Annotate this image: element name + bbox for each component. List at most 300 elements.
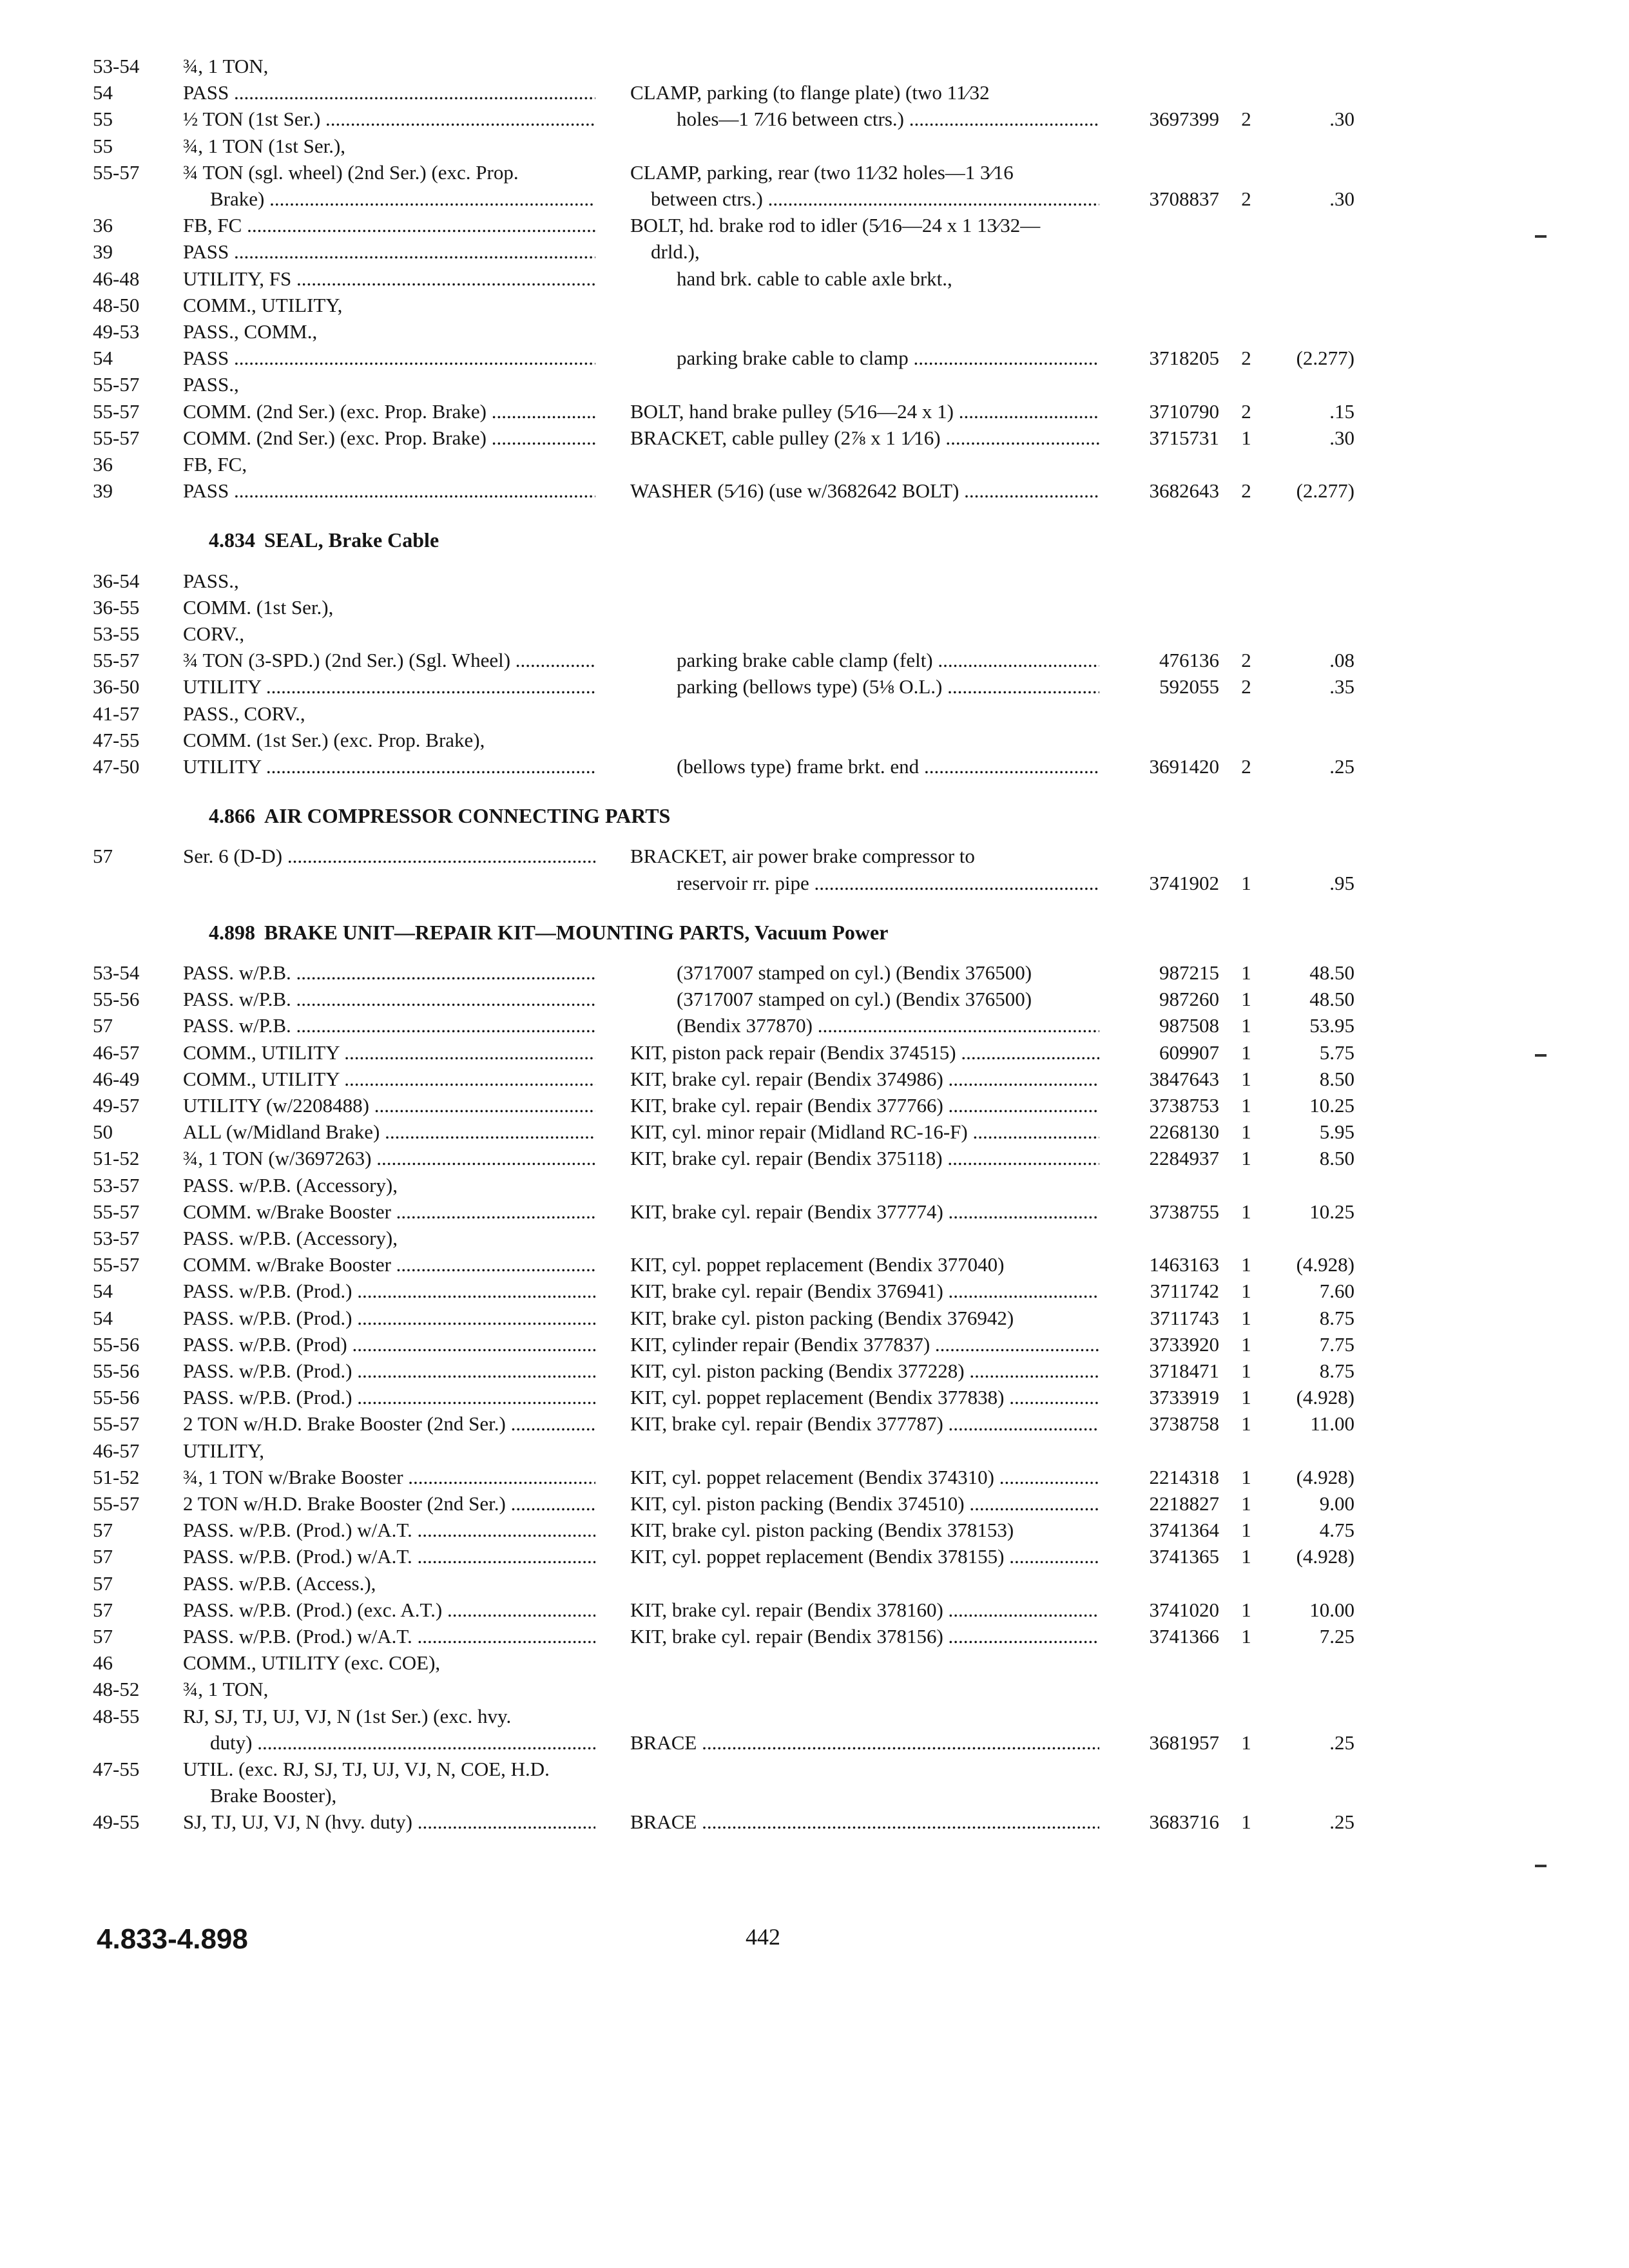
model-years: 46-49: [93, 1067, 140, 1090]
model-application: PASS. w/P.B. (Prod.) .....: [183, 1358, 595, 1385]
model-application: FB, FC,: [183, 453, 247, 476]
quantity: 1: [1241, 1519, 1251, 1542]
price: 11.00: [1310, 1412, 1354, 1436]
price: 10.25: [1309, 1094, 1354, 1117]
part-description: BRACKET, air power brake compressor to: [630, 845, 975, 868]
part-description: KIT, piston pack repair (Bendix 374515) .....: [630, 1039, 1099, 1066]
part-number: 3741020: [1149, 1598, 1219, 1621]
part-description: KIT, brake cyl. repair (Bendix 378156) .....: [630, 1623, 1099, 1650]
model-years: 53-57: [93, 1227, 140, 1249]
model-years: 55: [93, 108, 113, 131]
model-application: FB, FC .....: [183, 212, 595, 239]
price: 5.95: [1319, 1120, 1354, 1144]
part-description: KIT, cyl. poppet replacement (Bendix 377040): [630, 1253, 1005, 1276]
parts-row: [0, 1437, 1629, 1465]
quantity: 2: [1241, 347, 1251, 370]
model-years: 53-55: [93, 622, 140, 645]
parts-row: [0, 1703, 1629, 1730]
part-description: KIT, brake cyl. piston packing (Bendix 376942): [630, 1306, 1014, 1329]
model-application: COMM., UTILITY .....: [183, 1039, 595, 1066]
model-application: ¾ TON (3-SPD.) (2nd Ser.) (Sgl. Wheel) .....: [183, 647, 595, 674]
price: .30: [1329, 187, 1354, 210]
part-description: parking (bellows type) (5⅛ O.L.) .....: [677, 673, 1099, 700]
parts-row: [0, 425, 1629, 452]
model-application: ¾ TON (sgl. wheel) (2nd Ser.) (exc. Prop.: [183, 160, 519, 184]
quantity: 1: [1241, 1253, 1251, 1276]
parts-row: [0, 1066, 1629, 1093]
model-years: 55-57: [93, 399, 140, 423]
part-number: 3710790: [1149, 399, 1219, 423]
part-description: WASHER (5⁄16) (use w/3682642 BOLT) .....: [630, 477, 1099, 505]
model-years: 53-54: [93, 55, 140, 77]
part-description: BRACE .....: [630, 1809, 1099, 1836]
parts-row: [0, 1251, 1629, 1278]
model-years: 55-57: [93, 1200, 140, 1223]
section-header: [209, 919, 888, 946]
model-years: 39: [93, 240, 113, 264]
parts-row: [0, 1649, 1629, 1677]
part-number: 987215: [1159, 961, 1219, 984]
parts-row: [0, 870, 1629, 897]
model-years: 55-57: [93, 1412, 140, 1436]
model-application: PASS. w/P.B. (Prod.) .....: [183, 1305, 595, 1332]
parts-row: [0, 451, 1629, 478]
part-number: 3691420: [1149, 755, 1219, 778]
price: 48.50: [1309, 961, 1354, 984]
model-application: PASS .....: [183, 477, 595, 505]
part-number: 3681957: [1149, 1731, 1219, 1754]
price: 7.75: [1319, 1332, 1354, 1356]
model-years: 54: [93, 1280, 113, 1303]
model-application: 2 TON w/H.D. Brake Booster (2nd Ser.) .....: [183, 1490, 595, 1517]
model-years: 53-54: [93, 961, 140, 984]
model-application: UTILITY,: [183, 1439, 264, 1462]
model-years: 55: [93, 134, 113, 157]
model-application: ¾, 1 TON (1st Ser.),: [183, 134, 346, 157]
part-description: KIT, brake cyl. repair (Bendix 376941) .....: [630, 1278, 1099, 1305]
model-application: ¾, 1 TON,: [183, 55, 269, 77]
model-application: PASS.,: [183, 569, 239, 592]
section-title: SEAL, Brake Cable: [264, 528, 439, 552]
part-description: KIT, cyl. minor repair (Midland RC-16-F) .....: [630, 1119, 1099, 1146]
part-number: 3847643: [1149, 1067, 1219, 1090]
parts-row: [0, 1278, 1629, 1305]
model-application: COMM. (2nd Ser.) (exc. Prop. Brake) .....: [183, 425, 595, 452]
part-number: 592055: [1159, 675, 1219, 698]
parts-row: [0, 1543, 1629, 1570]
model-years: 55-57: [93, 649, 140, 672]
section-header: [209, 526, 439, 553]
model-years: 48-52: [93, 1678, 140, 1701]
quantity: 1: [1241, 1041, 1251, 1064]
price: .25: [1329, 755, 1354, 778]
part-description: CLAMP, parking (to flange plate) (two 11⁄32: [630, 81, 990, 104]
price: (2.277): [1296, 479, 1354, 503]
parts-row: [0, 318, 1629, 345]
part-number: 2284937: [1149, 1147, 1219, 1170]
parts-row: [0, 1676, 1629, 1703]
part-number: 3741902: [1149, 871, 1219, 894]
parts-row: [0, 1809, 1629, 1836]
part-number: 3738758: [1149, 1412, 1219, 1436]
model-application: UTILITY (w/2208488) .....: [183, 1092, 595, 1119]
parts-row: [0, 620, 1629, 648]
model-years: 55-57: [93, 373, 140, 396]
quantity: 1: [1241, 1811, 1251, 1834]
part-description: hand brk. cable to cable axle brkt.,: [677, 267, 952, 290]
model-years: 49-55: [93, 1811, 140, 1834]
quantity: 1: [1241, 1545, 1251, 1568]
model-application: UTILITY .....: [183, 753, 595, 780]
model-application: PASS. w/P.B. (Prod.) w/A.T. .....: [183, 1517, 595, 1544]
price: .08: [1329, 649, 1354, 672]
model-years: 36: [93, 214, 113, 237]
parts-row: [0, 1358, 1629, 1385]
parts-row: [0, 1756, 1629, 1783]
parts-row: [0, 568, 1629, 595]
model-years: 57: [93, 845, 113, 868]
quantity: 1: [1241, 1360, 1251, 1382]
model-application: PASS., CORV.,: [183, 702, 305, 725]
quantity: 2: [1241, 649, 1251, 672]
quantity: 2: [1241, 108, 1251, 131]
model-years: 36-54: [93, 569, 140, 592]
part-number: 2268130: [1149, 1120, 1219, 1144]
quantity: 1: [1241, 1625, 1251, 1648]
parts-row: [0, 1092, 1629, 1119]
quantity: 2: [1241, 675, 1251, 698]
parts-row: [0, 1119, 1629, 1146]
parts-row: [0, 477, 1629, 505]
footer-page-number: 442: [746, 1924, 780, 1950]
model-years: 46-57: [93, 1439, 140, 1462]
footer-section-range: 4.833-4.898: [97, 1923, 248, 1955]
price: 53.95: [1309, 1014, 1354, 1037]
model-years: 41-57: [93, 702, 140, 725]
quantity: 1: [1241, 1731, 1251, 1754]
part-description: (bellows type) frame brkt. end .....: [677, 753, 1099, 780]
price: .95: [1329, 871, 1354, 894]
model-application: COMM. (1st Ser.) (exc. Prop. Brake),: [183, 728, 485, 751]
parts-row: [0, 1464, 1629, 1491]
quantity: 2: [1241, 399, 1251, 423]
model-application: UTIL. (exc. RJ, SJ, TJ, UJ, VJ, N, COE, H.D.: [183, 1758, 550, 1780]
parts-row: [0, 1039, 1629, 1066]
price: (4.928): [1296, 1465, 1354, 1488]
model-years: 51-52: [93, 1147, 140, 1170]
part-description: KIT, brake cyl. piston packing (Bendix 378153): [630, 1519, 1014, 1542]
price: 10.25: [1309, 1200, 1354, 1223]
model-years: 49-53: [93, 320, 140, 343]
price: (2.277): [1296, 347, 1354, 370]
model-years: 54: [93, 1306, 113, 1329]
model-application: Brake) .....: [210, 186, 595, 213]
parts-row: [0, 398, 1629, 425]
quantity: 1: [1241, 1598, 1251, 1621]
parts-row: [0, 1305, 1629, 1332]
parts-row: [0, 959, 1629, 986]
model-years: 55-57: [93, 426, 140, 449]
model-years: 54: [93, 81, 113, 104]
model-years: 47-55: [93, 728, 140, 751]
section-header: [209, 802, 670, 829]
part-number: 2218827: [1149, 1492, 1219, 1515]
quantity: 1: [1241, 961, 1251, 984]
model-years: 55-57: [93, 1492, 140, 1515]
price: .30: [1329, 108, 1354, 131]
model-application: Brake Booster),: [210, 1784, 337, 1807]
model-years: 36-55: [93, 595, 140, 619]
model-years: 57: [93, 1519, 113, 1542]
model-application: COMM., UTILITY,: [183, 293, 343, 316]
parts-row: [0, 238, 1629, 265]
parts-row: [0, 1623, 1629, 1650]
part-description: KIT, cyl. poppet relacement (Bendix 374310) .....: [630, 1464, 1099, 1491]
part-number: 3715731: [1149, 426, 1219, 449]
model-application: RJ, SJ, TJ, UJ, VJ, N (1st Ser.) (exc. hvy.: [183, 1704, 512, 1727]
parts-row: [0, 133, 1629, 160]
part-number: 987508: [1159, 1014, 1219, 1037]
parts-row: [0, 727, 1629, 754]
model-application: PASS. w/P.B. (Accessory),: [183, 1173, 398, 1196]
part-number: 3738755: [1149, 1200, 1219, 1223]
part-description: KIT, cylinder repair (Bendix 377837) .....: [630, 1331, 1099, 1358]
price: .15: [1329, 399, 1354, 423]
parts-row: [0, 53, 1629, 80]
quantity: 1: [1241, 1332, 1251, 1356]
model-application: PASS. w/P.B. (Prod) .....: [183, 1331, 595, 1358]
quantity: 1: [1241, 1306, 1251, 1329]
part-description: KIT, brake cyl. repair (Bendix 377766) .....: [630, 1092, 1099, 1119]
parts-row: [0, 79, 1629, 106]
parts-row: [0, 986, 1629, 1013]
price: (4.928): [1296, 1545, 1354, 1568]
section-number: 4.898: [209, 920, 255, 944]
model-application: PASS., COMM.,: [183, 320, 318, 343]
quantity: 1: [1241, 1200, 1251, 1223]
part-description: KIT, brake cyl. repair (Bendix 377787) .....: [630, 1410, 1099, 1437]
model-years: 53-57: [93, 1173, 140, 1196]
model-years: 57: [93, 1014, 113, 1037]
price: .30: [1329, 426, 1354, 449]
price: .35: [1329, 675, 1354, 698]
model-application: COMM. (2nd Ser.) (exc. Prop. Brake) .....: [183, 398, 595, 425]
model-application: COMM. w/Brake Booster .....: [183, 1251, 595, 1278]
model-years: 55-56: [93, 1360, 140, 1382]
model-years: 51-52: [93, 1465, 140, 1488]
part-number: 3738753: [1149, 1094, 1219, 1117]
part-number: 1463163: [1149, 1253, 1219, 1276]
model-years: 47-55: [93, 1758, 140, 1780]
model-years: 36: [93, 453, 113, 476]
model-application: COMM., UTILITY .....: [183, 1066, 595, 1093]
model-application: ½ TON (1st Ser.) .....: [183, 106, 595, 133]
quantity: 1: [1241, 426, 1251, 449]
price: 7.60: [1319, 1280, 1354, 1303]
model-application: ¾, 1 TON,: [183, 1678, 269, 1701]
model-years: 46-48: [93, 267, 140, 290]
parts-row: [0, 673, 1629, 700]
parts-row: [0, 106, 1629, 133]
section-title: BRAKE UNIT—REPAIR KIT—MOUNTING PARTS, Vacuum Power: [264, 920, 889, 944]
parts-row: [0, 1331, 1629, 1358]
part-number: 3733920: [1149, 1332, 1219, 1356]
part-number: 3741364: [1149, 1519, 1219, 1542]
model-application: Ser. 6 (D-D) .....: [183, 843, 595, 870]
model-application: UTILITY .....: [183, 673, 595, 700]
model-application: PASS. w/P.B. (Prod.) w/A.T. .....: [183, 1543, 595, 1570]
section-number: 4.834: [209, 528, 255, 552]
price: 8.75: [1319, 1360, 1354, 1382]
model-years: 57: [93, 1545, 113, 1568]
quantity: 1: [1241, 988, 1251, 1011]
parts-row: [0, 1145, 1629, 1172]
price: .25: [1329, 1811, 1354, 1834]
model-years: 46: [93, 1651, 113, 1675]
parts-row: [0, 1570, 1629, 1597]
parts-row: [0, 647, 1629, 674]
price: 10.00: [1309, 1598, 1354, 1621]
parts-row: [0, 1782, 1629, 1809]
part-description: holes—1 7⁄16 between ctrs.) .....: [677, 106, 1099, 133]
part-number: 3711742: [1150, 1280, 1219, 1303]
model-years: 57: [93, 1598, 113, 1621]
parts-row: [0, 594, 1629, 621]
part-description: KIT, brake cyl. repair (Bendix 378160) .....: [630, 1597, 1099, 1624]
part-description: (Bendix 377870) .....: [677, 1012, 1099, 1039]
model-application: PASS. w/P.B. .....: [183, 959, 595, 986]
parts-row: [0, 159, 1629, 186]
quantity: 1: [1241, 1492, 1251, 1515]
model-application: PASS.,: [183, 373, 239, 396]
price: 4.75: [1319, 1519, 1354, 1542]
parts-row: [0, 212, 1629, 239]
parts-row: [0, 1225, 1629, 1252]
parts-row: [0, 700, 1629, 727]
part-description: parking brake cable clamp (felt) .....: [677, 647, 1099, 674]
price: 5.75: [1319, 1041, 1354, 1064]
model-application: PASS. w/P.B. .....: [183, 986, 595, 1013]
parts-row: [0, 1012, 1629, 1039]
margin-mark: [1535, 1054, 1547, 1057]
model-application: SJ, TJ, UJ, VJ, N (hvy. duty) .....: [183, 1809, 595, 1836]
part-description: KIT, cyl. poppet replacement (Bendix 377838) .....: [630, 1384, 1099, 1411]
quantity: 2: [1241, 479, 1251, 503]
part-description: KIT, cyl. piston packing (Bendix 377228) .....: [630, 1358, 1099, 1385]
model-years: 55-56: [93, 1332, 140, 1356]
quantity: 2: [1241, 755, 1251, 778]
quantity: 1: [1241, 1094, 1251, 1117]
price: (4.928): [1296, 1386, 1354, 1409]
model-years: 54: [93, 347, 113, 370]
model-years: 55-57: [93, 160, 140, 184]
model-application: ¾, 1 TON (w/3697263) .....: [183, 1145, 595, 1172]
parts-row: [0, 1172, 1629, 1199]
part-description: KIT, cyl. poppet replacement (Bendix 378155) .....: [630, 1543, 1099, 1570]
quantity: 1: [1241, 1386, 1251, 1409]
model-years: 55-56: [93, 1386, 140, 1409]
model-years: 57: [93, 1571, 113, 1595]
model-application: PASS. w/P.B. .....: [183, 1012, 595, 1039]
part-number: 609907: [1159, 1041, 1219, 1064]
part-description: BRACKET, cable pulley (2⅞ x 1 1⁄16) .....: [630, 425, 1099, 452]
model-application: duty) .....: [210, 1729, 595, 1756]
parts-row: [0, 843, 1629, 870]
price: 9.00: [1319, 1492, 1354, 1515]
part-number: 3718471: [1149, 1360, 1219, 1382]
price: 8.50: [1319, 1147, 1354, 1170]
model-application: CORV.,: [183, 622, 245, 645]
parts-row: [0, 371, 1629, 398]
part-number: 2214318: [1149, 1465, 1219, 1488]
part-number: 3682643: [1149, 479, 1219, 503]
model-application: PASS. w/P.B. (Prod.) (exc. A.T.) .....: [183, 1597, 595, 1624]
parts-row: [0, 753, 1629, 780]
part-description: BOLT, hd. brake rod to idler (5⁄16—24 x 1 13⁄32—: [630, 214, 1041, 237]
price: .25: [1329, 1731, 1354, 1754]
quantity: 1: [1241, 1465, 1251, 1488]
part-description: KIT, brake cyl. repair (Bendix 377774) .....: [630, 1198, 1099, 1225]
model-application: PASS .....: [183, 79, 595, 106]
model-years: 57: [93, 1625, 113, 1648]
parts-row: [0, 186, 1629, 213]
parts-row: [0, 1729, 1629, 1756]
parts-row: [0, 1490, 1629, 1517]
part-number: 3708837: [1149, 187, 1219, 210]
quantity: 1: [1241, 1412, 1251, 1436]
part-number: 3683716: [1149, 1811, 1219, 1834]
model-application: ¾, 1 TON w/Brake Booster .....: [183, 1464, 595, 1491]
model-years: 47-50: [93, 755, 140, 778]
model-years: 50: [93, 1120, 113, 1144]
model-application: PASS. w/P.B. (Accessory),: [183, 1227, 398, 1249]
parts-row: [0, 345, 1629, 372]
part-description: BRACE .....: [630, 1729, 1099, 1756]
part-number: 3711743: [1150, 1306, 1219, 1329]
price: 7.25: [1319, 1625, 1354, 1648]
section-number: 4.866: [209, 804, 255, 828]
model-application: PASS. w/P.B. (Prod.) w/A.T. .....: [183, 1623, 595, 1650]
margin-mark: [1535, 1865, 1547, 1867]
model-years: 49-57: [93, 1094, 140, 1117]
model-years: 39: [93, 479, 113, 503]
quantity: 2: [1241, 187, 1251, 210]
model-application: COMM. w/Brake Booster .....: [183, 1198, 595, 1225]
model-years: 55-56: [93, 988, 140, 1011]
section-title: AIR COMPRESSOR CONNECTING PARTS: [264, 804, 671, 828]
part-description: between ctrs.) .....: [651, 186, 1099, 213]
model-application: COMM. (1st Ser.),: [183, 595, 334, 619]
model-application: ALL (w/Midland Brake) .....: [183, 1119, 595, 1146]
parts-row: [0, 265, 1629, 293]
part-description: KIT, cyl. piston packing (Bendix 374510) .....: [630, 1490, 1099, 1517]
parts-row: [0, 1517, 1629, 1544]
model-years: 36-50: [93, 675, 140, 698]
price: 48.50: [1309, 988, 1354, 1011]
part-description: reservoir rr. pipe .....: [677, 870, 1099, 897]
quantity: 1: [1241, 1147, 1251, 1170]
quantity: 1: [1241, 1014, 1251, 1037]
model-application: 2 TON w/H.D. Brake Booster (2nd Ser.) .....: [183, 1410, 595, 1437]
parts-row: [0, 292, 1629, 319]
part-description: parking brake cable to clamp .....: [677, 345, 1099, 372]
model-years: 48-50: [93, 293, 140, 316]
quantity: 1: [1241, 1280, 1251, 1303]
model-application: PASS. w/P.B. (Prod.) .....: [183, 1384, 595, 1411]
parts-row: [0, 1384, 1629, 1411]
part-number: 3741366: [1149, 1625, 1219, 1648]
price: 8.75: [1319, 1306, 1354, 1329]
